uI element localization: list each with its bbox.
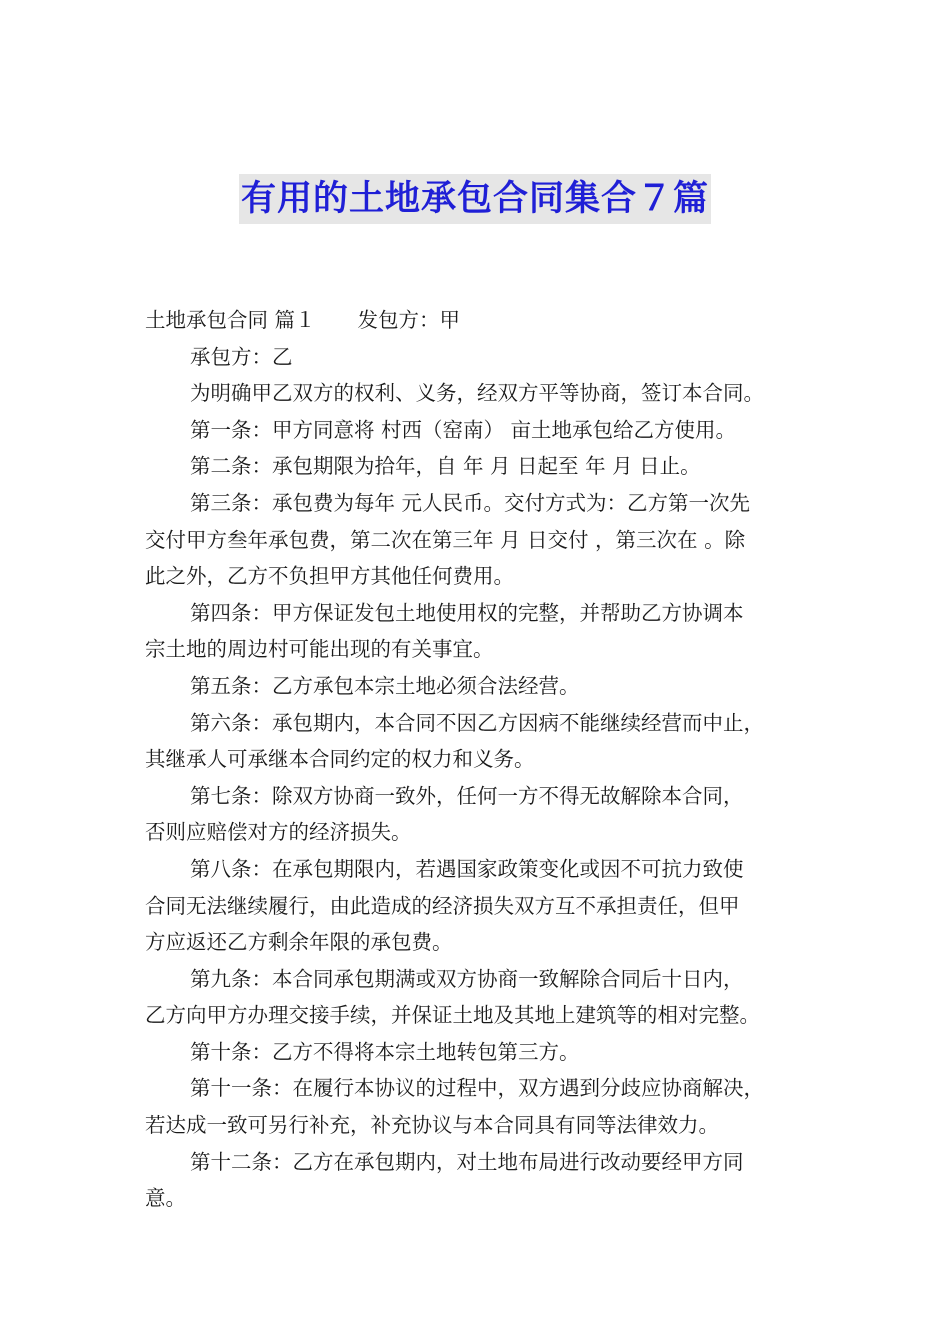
body-line: 为明确甲乙双方的权利、义务，经双方平等协商，签订本合同。 <box>190 381 764 406</box>
document-body <box>145 302 825 1217</box>
body-line: 否则应赔偿对方的经济损失。 <box>145 820 412 845</box>
body-line: 若达成一致可另行补充，补充协议与本合同具有同等法律效力。 <box>145 1113 719 1138</box>
body-line: 第八条：在承包期限内，若遇国家政策变化或因不可抗力致使 <box>190 856 744 881</box>
body-line: 第四条：甲方保证发包土地使用权的完整，并帮助乙方协调本 <box>190 600 744 625</box>
body-line: 合同无法继续履行，由此造成的经济损失双方互不承担责任，但甲 <box>145 893 740 918</box>
body-line: 承包方：乙 <box>190 344 293 369</box>
body-line: 第九条：本合同承包期满或双方协商一致解除合同后十日内， <box>190 966 744 991</box>
body-line: 第三条：承包费为每年 元人民币。交付方式为：乙方第一次先 <box>190 490 751 515</box>
body-line: 方应返还乙方剩余年限的承包费。 <box>145 930 453 955</box>
body-line: 第五条：乙方承包本宗土地必须合法经营。 <box>190 673 580 698</box>
body-line: 第二条：承包期限为拾年，自 年 月 日起至 年 月 日止。 <box>190 454 701 479</box>
first-line <box>145 302 825 339</box>
body-line: 交付甲方叁年承包费，第二次在第三年 月 日交付 ，第三次在 。除 <box>145 527 746 552</box>
document-title: 有用的土地承包合同集合７篇 <box>239 174 711 224</box>
body-line: 此之外，乙方不负担甲方其他任何费用。 <box>145 564 514 589</box>
party-a-line: 发包方：甲 <box>357 308 461 332</box>
body-line: 其继承人可承继本合同约定的权力和义务。 <box>145 747 535 772</box>
body-line: 第十一条：在履行本协议的过程中，双方遇到分歧应协商解决， <box>190 1076 764 1101</box>
contract-heading: 土地承包合同 篇１ <box>145 308 316 332</box>
body-line: 第七条：除双方协商一致外，任何一方不得无故解除本合同， <box>190 783 744 808</box>
contract-clauses <box>145 339 825 1217</box>
body-line: 第十条：乙方不得将本宗土地转包第三方。 <box>190 1039 580 1064</box>
body-line: 意。 <box>145 1186 186 1211</box>
body-line: 第十二条：乙方在承包期内，对土地布局进行改动要经甲方同 <box>190 1149 744 1174</box>
body-line: 宗土地的周边村可能出现的有关事宜。 <box>145 637 494 662</box>
title-container <box>0 174 950 224</box>
body-line: 第六条：承包期内，本合同不因乙方因病不能继续经营而中止， <box>190 710 764 735</box>
body-line: 乙方向甲方办理交接手续，并保证土地及其地上建筑等的相对完整。 <box>145 1003 760 1028</box>
body-line: 第一条：甲方同意将 村西（窑南） 亩土地承包给乙方使用。 <box>190 417 737 442</box>
